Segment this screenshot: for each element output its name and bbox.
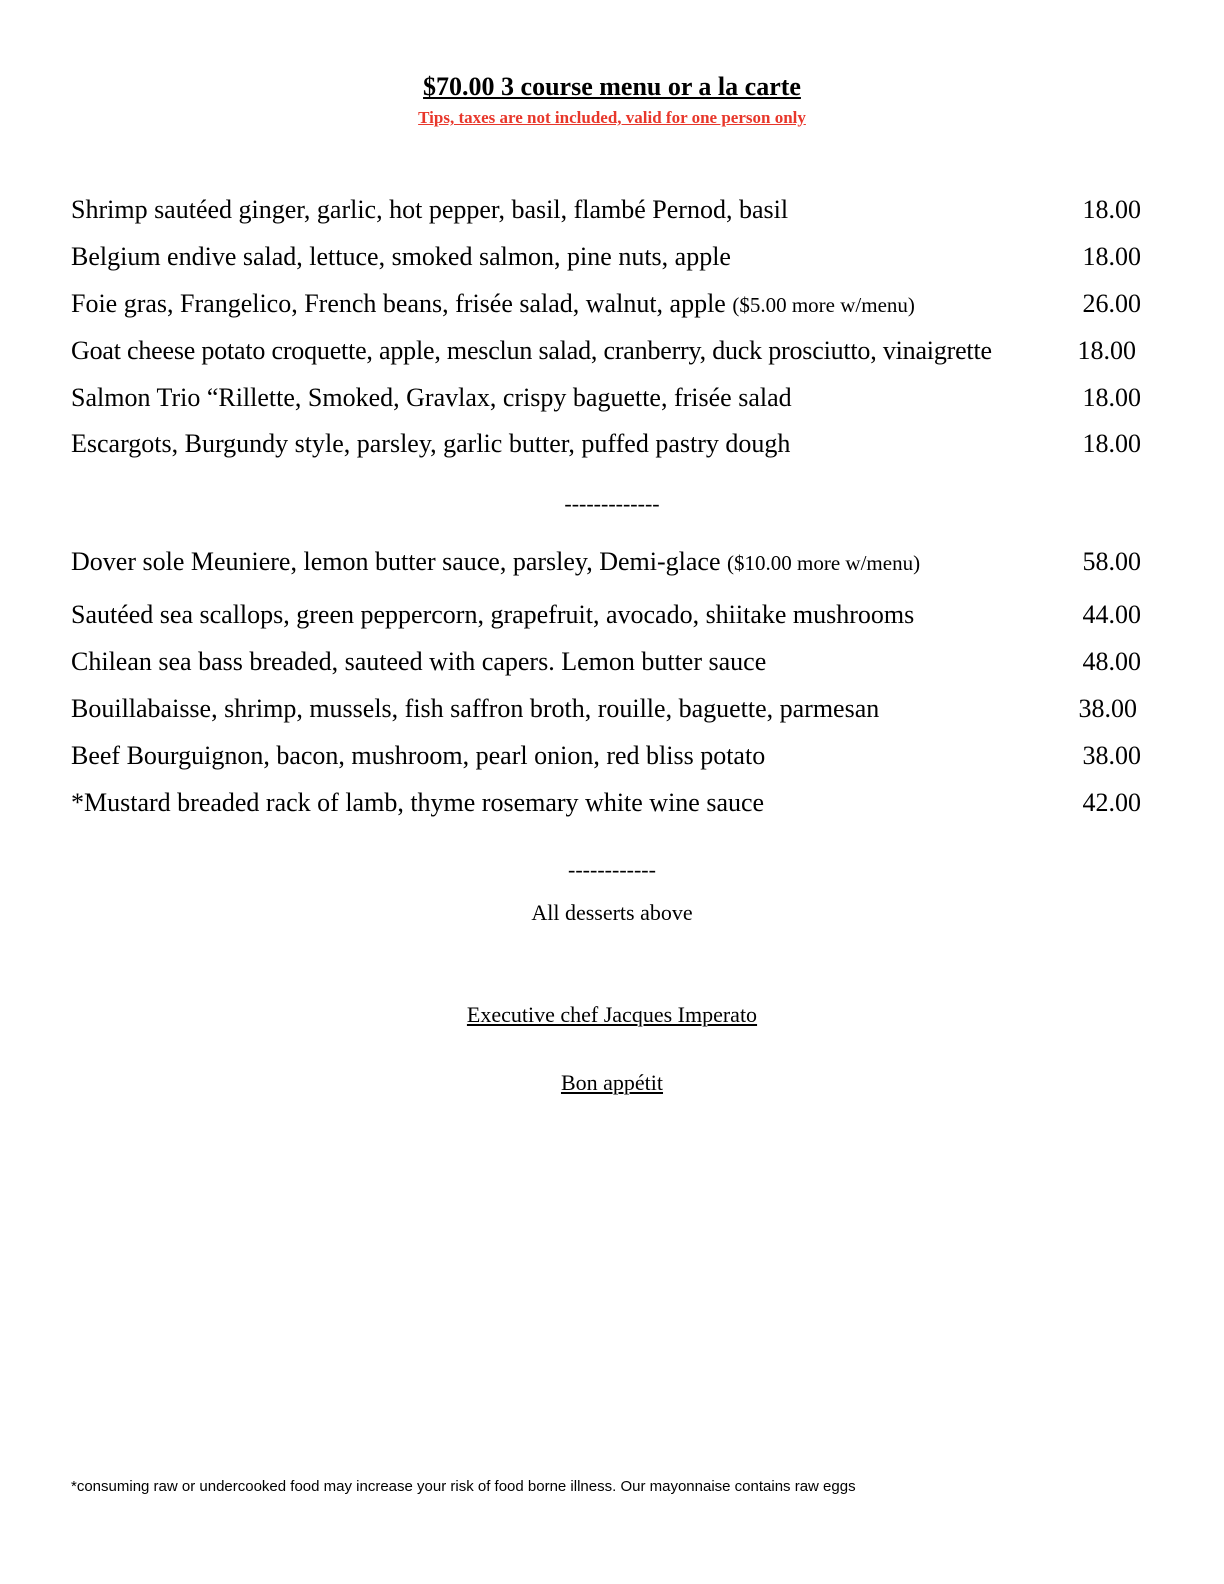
- item-name: Sautéed sea scallops, green peppercorn, grapefruit, avocado, shiitake mushrooms: [71, 600, 915, 629]
- item-price: 26.00: [1082, 289, 1141, 318]
- item-price: 18.00: [1082, 195, 1141, 224]
- menu-title: $70.00 3 course menu or a la carte: [423, 72, 801, 101]
- item-price: 44.00: [1082, 600, 1141, 629]
- item-name: Belgium endive salad, lettuce, smoked salmon, pine nuts, apple: [71, 242, 731, 271]
- section-separator: -------------: [564, 491, 660, 516]
- closing-line: [0, 1069, 1224, 1097]
- menu-item: [71, 545, 1141, 579]
- item-name: Escargots, Burgundy style, parsley, garlic butter, puffed pastry dough: [71, 429, 791, 458]
- item-name: Dover sole Meuniere, lemon butter sauce, parsley, Demi-glace ($10.00 more w/menu): [71, 547, 921, 576]
- food-safety-disclaimer: *consuming raw or undercooked food may increase your risk of food borne illness. Our mayonnaise contains raw eggs: [71, 1478, 856, 1495]
- menu-subtitle: Tips, taxes are not included, valid for one person only: [418, 108, 806, 127]
- menu-item: [71, 739, 1141, 773]
- item-price: 58.00: [1082, 547, 1141, 576]
- item-price: 18.00: [1082, 429, 1141, 458]
- menu-item: [71, 193, 1141, 227]
- menu-item: [71, 786, 1141, 820]
- item-name: Shrimp sautéed ginger, garlic, hot pepper, basil, flambé Pernod, basil: [71, 195, 789, 224]
- item-name: Bouillabaisse, shrimp, mussels, fish saffron broth, rouille, baguette, parmesan: [71, 694, 880, 723]
- desserts-note: All desserts above: [531, 900, 693, 925]
- menu-item: [71, 692, 1137, 726]
- item-name: *Mustard breaded rack of lamb, thyme rosemary white wine sauce: [71, 788, 765, 817]
- item-name: Beef Bourguignon, bacon, mushroom, pearl onion, red bliss potato: [71, 741, 766, 770]
- item-name: Foie gras, Frangelico, French beans, frisée salad, walnut, apple ($5.00 more w/menu): [71, 289, 915, 318]
- chef-credit: [0, 1001, 1224, 1029]
- menu-item: [71, 287, 1141, 321]
- chef-name: Executive chef Jacques Imperato: [466, 1002, 758, 1027]
- item-price: 38.00: [1078, 694, 1137, 723]
- item-price: 18.00: [1077, 336, 1136, 365]
- item-price: 48.00: [1082, 647, 1141, 676]
- item-name: Salmon Trio “Rillette, Smoked, Gravlax, crispy baguette, frisée salad: [71, 383, 792, 412]
- menu-item: [71, 240, 1141, 274]
- bon-appetit: Bon appétit: [560, 1070, 664, 1095]
- item-price: 18.00: [1082, 242, 1141, 271]
- section-separator: ------------: [568, 857, 656, 882]
- menu-item: [71, 334, 1136, 368]
- menu-item: [71, 427, 1141, 461]
- item-name: Chilean sea bass breaded, sauteed with capers. Lemon butter sauce: [71, 647, 767, 676]
- menu-item: [71, 645, 1141, 679]
- menu-item: [71, 598, 1141, 632]
- item-price: 42.00: [1082, 788, 1141, 817]
- item-price: 38.00: [1082, 741, 1141, 770]
- item-name: Goat cheese potato croquette, apple, mesclun salad, cranberry, duck prosciutto, vinaigrette: [71, 336, 992, 365]
- menu-item: [71, 381, 1141, 415]
- item-price: 18.00: [1082, 383, 1141, 412]
